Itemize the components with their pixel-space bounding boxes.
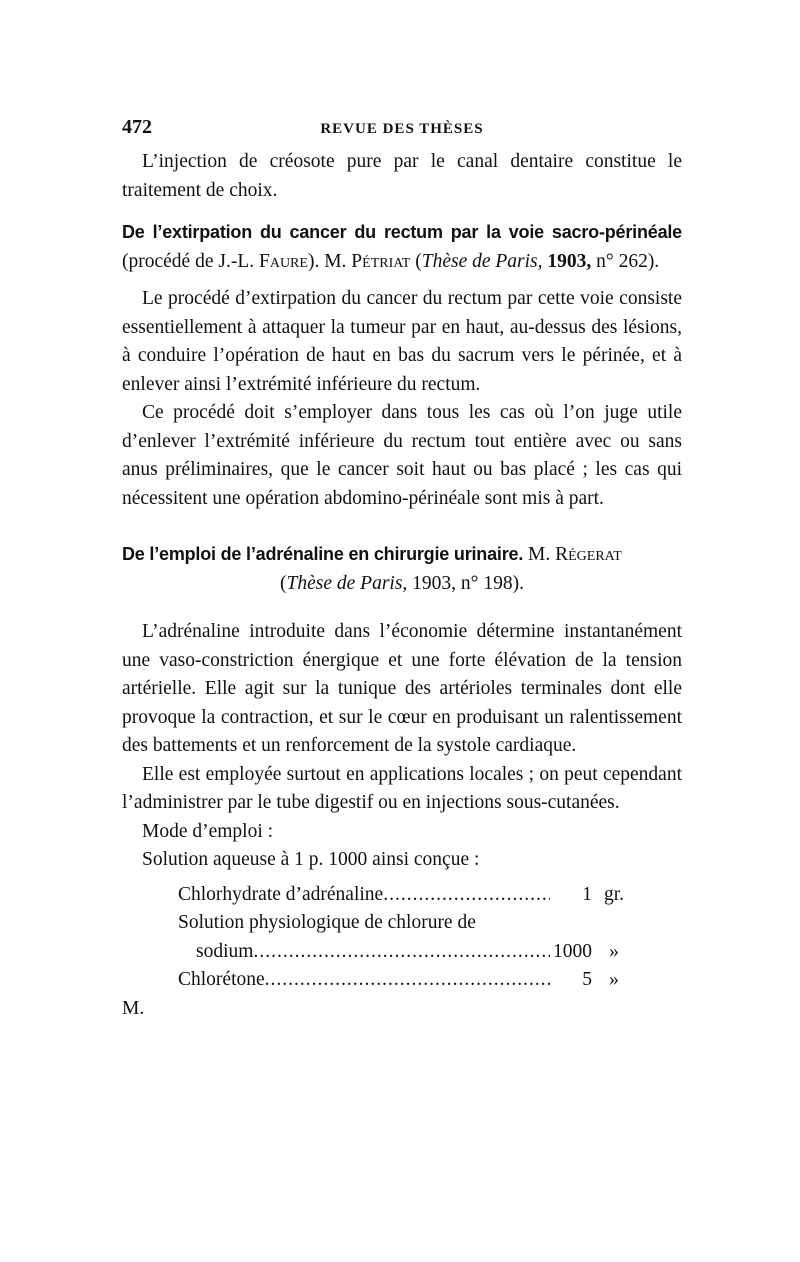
paragraph: Ce procédé doit s’employer dans tous les cas où l’on juge utile d’enlever l’extrémité inférieure du rectum tout entière avec ou sans anus préliminaires, que le cancer soit haut ou bas placé ; les cas qui nécessitent une opération abdomino-périnéale sont mis à part. [122, 402, 682, 509]
citation-open: ( [280, 572, 287, 594]
page-number: 472 [122, 116, 152, 138]
leader-dots [253, 938, 550, 967]
ingredient-quantity: 1 [582, 883, 592, 905]
ingredient-name: Solution physiologique de chlorure de [178, 912, 476, 933]
ingredient-name: Chlorhydrate d’adrénaline [178, 883, 384, 905]
ingredient-unit: » [609, 940, 619, 962]
procedure-surgeon: Faure [258, 250, 308, 272]
section-heading-adrenaline [122, 540, 682, 570]
paragraph: L’adrénaline introduite dans l’économie détermine instantanément une vaso-constriction énergique et une forte élévation de la tension artérielle. Elle agit sur la tunique des artérioles terminales dont elle provoque la contraction, et sur le cœur en produisant un ralentissement des battements et un renforcement de la systole cardiaque. [122, 621, 682, 756]
citation-open: ( [410, 250, 422, 272]
citation-thesis: Thèse de Paris, [286, 572, 408, 594]
ingredient-name: sodium [196, 940, 254, 962]
author-prefix: M. [523, 544, 556, 565]
signoff: M. [122, 997, 145, 1019]
citation-thesis: Thèse de Paris, [421, 250, 543, 272]
recipe-list [178, 881, 636, 995]
recipe-row [178, 938, 636, 967]
page-header [122, 113, 682, 143]
section-title: De l’emploi de l’adrénaline en chirurgie urinaire. [122, 544, 524, 564]
citation-rest: 1903, n° 198). [407, 572, 524, 594]
citation-line [122, 570, 682, 599]
paragraph: Elle est employée surtout en applications locales ; on peut cependant l’administrer par le tube digestif ou en injections sous-cutanées. [122, 763, 682, 813]
procedure-open: (procédé de J.-L. [122, 250, 259, 272]
ingredient-name: Chlorétone [178, 969, 265, 990]
page-body [122, 148, 682, 1023]
running-title: REVUE DES THÈSES [320, 121, 484, 137]
author-name: Pétriat [351, 250, 411, 272]
mode-label: Mode d’emploi : [142, 820, 274, 842]
ingredient-quantity: 1000 [553, 940, 592, 962]
procedure-close: ). M. [307, 250, 352, 272]
leader-dots [383, 881, 550, 910]
ingredient-unit: » [609, 969, 619, 990]
ingredient-quantity: 5 [582, 969, 592, 990]
continuation-paragraph: L’injection de créosote pure par le canal dentaire constitue le traitement de choix. [122, 151, 682, 201]
section-heading-extirpation [122, 218, 682, 276]
solution-label: Solution aqueuse à 1 p. 1000 ainsi conçue : [142, 849, 480, 870]
citation-year: 1903, [542, 250, 592, 272]
recipe-row [178, 881, 636, 910]
citation-number: n° 262). [591, 250, 660, 272]
ingredient-unit: gr. [603, 883, 625, 905]
leader-dots [265, 966, 550, 995]
paragraph: Le procédé d’extirpation du cancer du rectum par cette voie consiste essentiellement à attaquer la tumeur par en haut, au-dessus des lésions, à conduire l’opération de haut en bas du sacrum vers le périnée, et à enlever ainsi l’extrémité inférieure du rectum. [122, 288, 682, 395]
section-title: De l’extirpation du cancer du rectum par la voie sacro-périnéale [122, 222, 682, 242]
spacer [122, 598, 682, 618]
recipe-row [178, 909, 636, 938]
recipe-row [178, 966, 636, 995]
author-name: Régerat [555, 544, 622, 565]
